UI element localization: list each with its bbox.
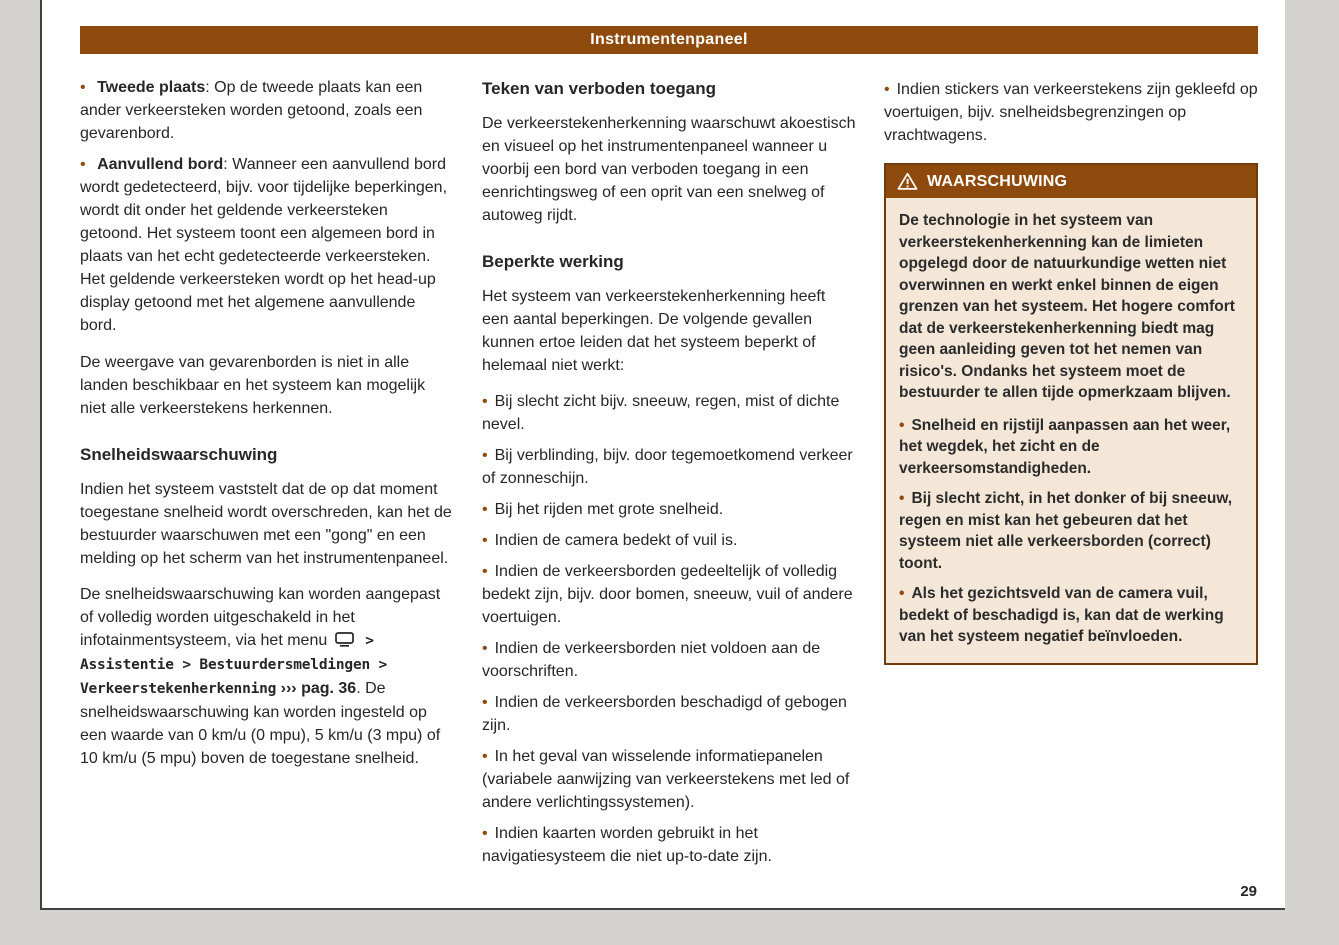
list-item-lead: Aanvullend bord — [97, 156, 224, 173]
chapter-header-bar — [80, 26, 1258, 54]
list-item-text: Indien de verkeersborden niet voldoen aan de voorschriften. — [482, 640, 821, 680]
list-item — [482, 822, 856, 868]
warning-list-item — [899, 488, 1243, 574]
list-item — [482, 390, 856, 436]
list-item — [482, 560, 856, 629]
bullet-icon: • — [80, 156, 86, 173]
bullet-icon: • — [482, 532, 488, 549]
list-item — [482, 691, 856, 737]
warning-triangle-icon — [897, 172, 918, 191]
paragraph-text: De snelheidswaarschuwing kan worden aangepast of volledig worden uitgeschakeld in het infotainmentsysteem, via het menu — [80, 586, 441, 649]
warning-list-item — [899, 583, 1243, 648]
bullet-icon: • — [482, 694, 488, 711]
cross-reference-arrows: ››› — [276, 680, 302, 697]
menu-path: > Assistentie > Bestuurdersmeldingen > Verkeerstekenherkenning — [80, 633, 388, 697]
list-item-text: Indien kaarten worden gebruikt in het navigatiesysteem die niet up-to-date zijn. — [482, 825, 772, 865]
bullet-icon: • — [482, 825, 488, 842]
page-content — [80, 76, 1258, 876]
chapter-title: Instrumentenpaneel — [590, 31, 748, 48]
list-item-text: Als het gezichtsveld van de camera vuil, bedekt of beschadigd is, kan dat de werking van het systeem negatief beïnvloeden. — [899, 585, 1224, 645]
list-item — [482, 529, 856, 552]
list-item — [482, 444, 856, 490]
warning-title: WAARSCHUWING — [927, 173, 1068, 190]
warning-body — [886, 198, 1256, 663]
list-item-text: Bij slecht zicht bijv. sneeuw, regen, mist of dichte nevel. — [482, 393, 840, 433]
manual-page — [40, 0, 1285, 910]
column-3 — [884, 76, 1258, 876]
column-1 — [80, 76, 454, 876]
bullet-icon: • — [482, 563, 488, 580]
list-item — [482, 745, 856, 814]
list-item-text: In het geval van wisselende informatiepanelen (variabele aanwijzing van verkeerstekens met led of andere verlichtingssystemen). — [482, 748, 850, 811]
list-item-text: Snelheid en rijstijl aanpassen aan het weer, het wegdek, het zicht en de verkeersomstandigheden. — [899, 416, 1231, 477]
warning-box — [884, 163, 1258, 665]
warning-paragraph: De technologie in het systeem van verkeerstekenherkenning kan de limieten opgelegd door de natuurkundige wetten niet overwinnen en werkt enkel binnen de eigen grenzen van het systeem. Het hogere comfort dat de verkeerstekenherkenning biedt mag geen aanleiding geven tot het nemen van risico's. Ondanks het systeem moet de bestuurder te allen tijde opmerkzaam blijven. — [899, 212, 1235, 401]
list-item — [482, 498, 856, 521]
bullet-icon: • — [482, 748, 488, 765]
column-2 — [482, 76, 856, 876]
bullet-icon: • — [482, 447, 488, 464]
bullet-icon: • — [899, 585, 905, 602]
bullet-icon: • — [482, 393, 488, 410]
paragraph-text: . De snelheidswaarschuwing kan worden ingesteld op een waarde van 0 km/u (0 mpu), 5 km/u (3 mpu) of 10 km/u (5 mpu) boven de toegestane snelheid. — [80, 680, 441, 767]
page-reference-link[interactable]: pag. 36 — [301, 680, 357, 697]
list-item — [884, 78, 1258, 147]
infotainment-menu-icon — [335, 632, 354, 647]
warning-header — [886, 165, 1256, 198]
list-item-text: Bij het rijden met grote snelheid. — [494, 501, 724, 518]
section-heading-beperkte-werking: Beperkte werking — [482, 252, 624, 271]
speed-warning-settings-paragraph — [80, 583, 454, 770]
list-item — [80, 76, 454, 145]
list-item-text: Indien stickers van verkeerstekens zijn gekleefd op voertuigen, bijv. snelheidsbegrenzingen op vrachtwagens. — [884, 81, 1258, 144]
section-heading-snelheidswaarschuwing: Snelheidswaarschuwing — [80, 445, 278, 464]
paragraph: De weergave van gevarenborden is niet in alle landen beschikbaar en het systeem kan mogelijk niet alle verkeerstekens herkennen. — [80, 354, 426, 417]
list-item-lead: Tweede plaats — [97, 79, 206, 96]
bullet-icon: • — [899, 490, 905, 507]
list-item-text: Indien de verkeersborden gedeeltelijk of volledig bedekt zijn, bijv. door bomen, sneeuw, vuil of andere voertuigen. — [482, 563, 853, 626]
list-item-text: Indien de camera bedekt of vuil is. — [494, 532, 738, 549]
warning-list-item — [899, 415, 1243, 480]
paragraph: De verkeerstekenherkenning waarschuwt akoestisch en visueel op het instrumentenpaneel wanneer u voorbij een bord van verboden toegang in een eenrichtingsweg of een oprit van een snelweg of autoweg rijdt. — [482, 115, 856, 224]
list-item-text: Bij verblinding, bijv. door tegemoetkomend verkeer of zonneschijn. — [482, 447, 853, 487]
list-item-text: : Wanneer een aanvullend bord wordt gedetecteerd, bijv. voor tijdelijke beperkingen, wordt dit onder het geldende verkeersteken getoond. Het systeem toont een algemeen bord in plaats van het echt gedetecteerde verkeersteken. Het geldende verkeersteken wordt op het head-up display getoond met het algemene aanvullende bord. — [80, 156, 448, 334]
paragraph: Het systeem van verkeerstekenherkenning heeft een aantal beperkingen. De volgende gevallen kunnen ertoe leiden dat het systeem beperkt of helemaal niet werkt: — [482, 288, 826, 374]
list-item — [482, 637, 856, 683]
list-item-text: Bij slecht zicht, in het donker of bij sneeuw, regen en mist kan het gebeuren dat het systeem niet alle verkeersborden (correct) toont. — [899, 490, 1233, 572]
paragraph: Indien het systeem vaststelt dat de op dat moment toegestane snelheid wordt overschreden, kan het de bestuurder waarschuwen met een "gong" en een melding op het scherm van het instrumentenpaneel. — [80, 481, 452, 567]
bullet-icon: • — [899, 416, 905, 434]
bullet-icon: • — [80, 79, 86, 96]
list-item-text: : Op de tweede plaats kan een ander verkeersteken worden getoond, zoals een gevarenbord. — [80, 79, 423, 142]
section-heading-verboden-toegang: Teken van verboden toegang — [482, 79, 716, 98]
bullet-icon: • — [482, 640, 488, 657]
list-item — [80, 153, 454, 337]
bullet-icon: • — [884, 81, 890, 98]
page-number: 29 — [1240, 883, 1257, 900]
bullet-icon: • — [482, 501, 488, 518]
list-item-text: Indien de verkeersborden beschadigd of gebogen zijn. — [482, 694, 847, 734]
